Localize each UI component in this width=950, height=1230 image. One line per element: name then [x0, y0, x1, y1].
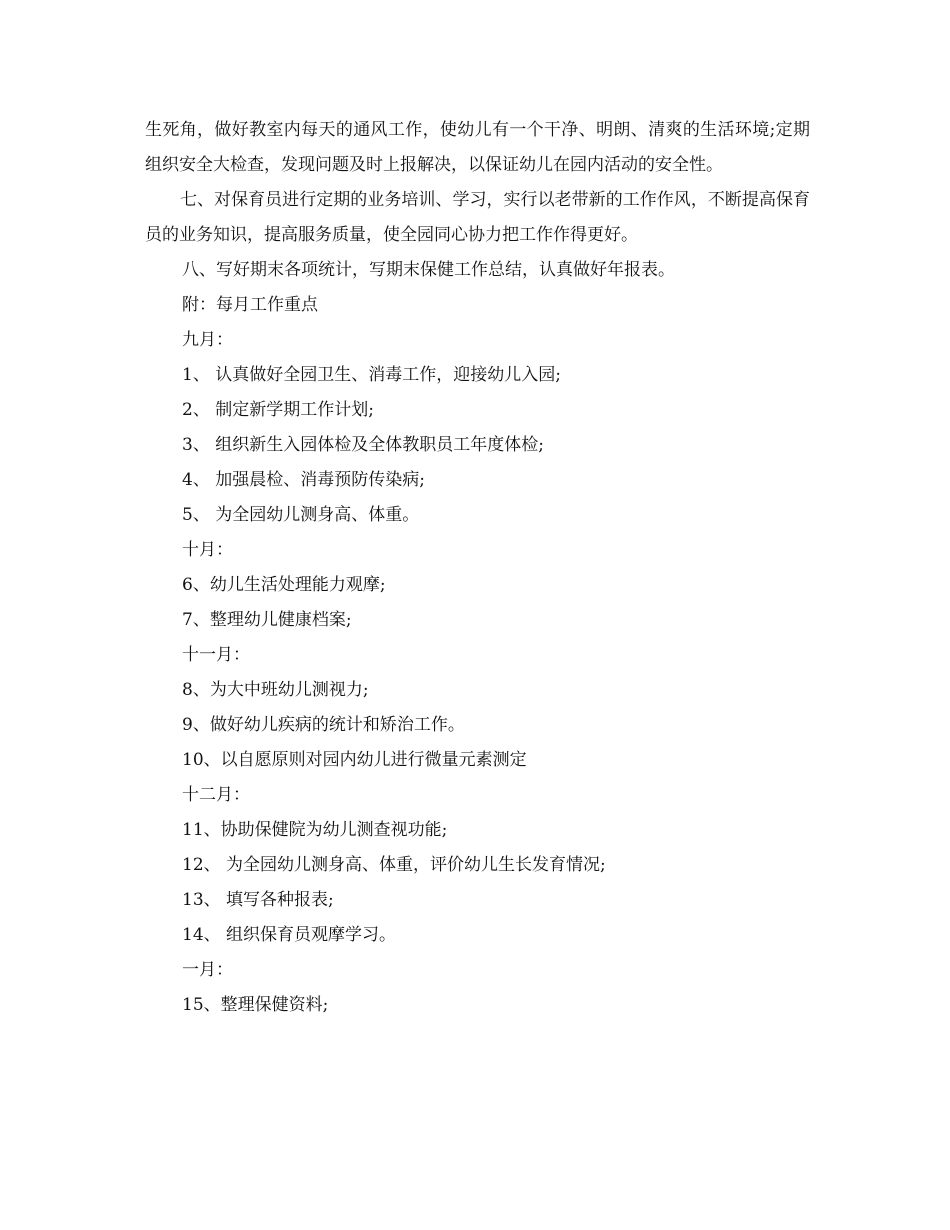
list-item: 4、 加强晨检、消毒预防传染病;	[182, 470, 425, 490]
month-heading-september: 九月：	[182, 330, 233, 350]
item-eight: 八、写好期末各项统计，写期末保健工作总结，认真做好年报表。	[182, 260, 675, 280]
month-heading-december: 十二月：	[182, 785, 250, 805]
list-item: 11、协助保健院为幼儿测查视功能;	[182, 820, 448, 840]
list-item: 13、 填写各种报表;	[182, 890, 334, 910]
paragraph-safety-continuation: 生死角，做好教室内每天的通风工作，使幼儿有一个干净、明朗、清爽的生活环境;定期组织安全大检查，发现问题及时上报解决，以保证幼儿在园内活动的安全性。	[145, 120, 810, 175]
paragraph-item-seven: 七、对保育员进行定期的业务培训、学习，实行以老带新的工作作风，不断提高保育员的业务知识，提高服务质量，使全园同心协力把工作作得更好。	[145, 190, 810, 245]
list-item: 14、 组织保育员观摩学习。	[182, 925, 397, 945]
document-body	[145, 113, 810, 1023]
appendix-heading: 附：每月工作重点	[182, 295, 318, 315]
list-item: 2、 制定新学期工作计划;	[182, 400, 374, 420]
list-item: 12、 为全园幼儿测身高、体重，评价幼儿生长发育情况;	[182, 855, 606, 875]
list-item: 7、整理幼儿健康档案;	[182, 610, 352, 630]
list-item: 10、以自愿原则对园内幼儿进行微量元素测定	[182, 750, 527, 770]
list-item: 8、为大中班幼儿测视力;	[182, 680, 369, 700]
list-item: 5、 为全园幼儿测身高、体重。	[182, 505, 420, 525]
list-item: 3、 组织新生入园体检及全体教职员工年度体检;	[182, 435, 544, 455]
month-heading-october: 十月：	[182, 540, 233, 560]
list-item: 15、整理保健资料;	[182, 995, 329, 1015]
month-heading-january: 一月：	[182, 960, 233, 980]
month-heading-november: 十一月：	[182, 645, 250, 665]
list-item: 1、 认真做好全园卫生、消毒工作，迎接幼儿入园;	[182, 365, 561, 385]
list-item: 6、幼儿生活处理能力观摩;	[182, 575, 386, 595]
list-item: 9、做好幼儿疾病的统计和矫治工作。	[182, 715, 465, 735]
